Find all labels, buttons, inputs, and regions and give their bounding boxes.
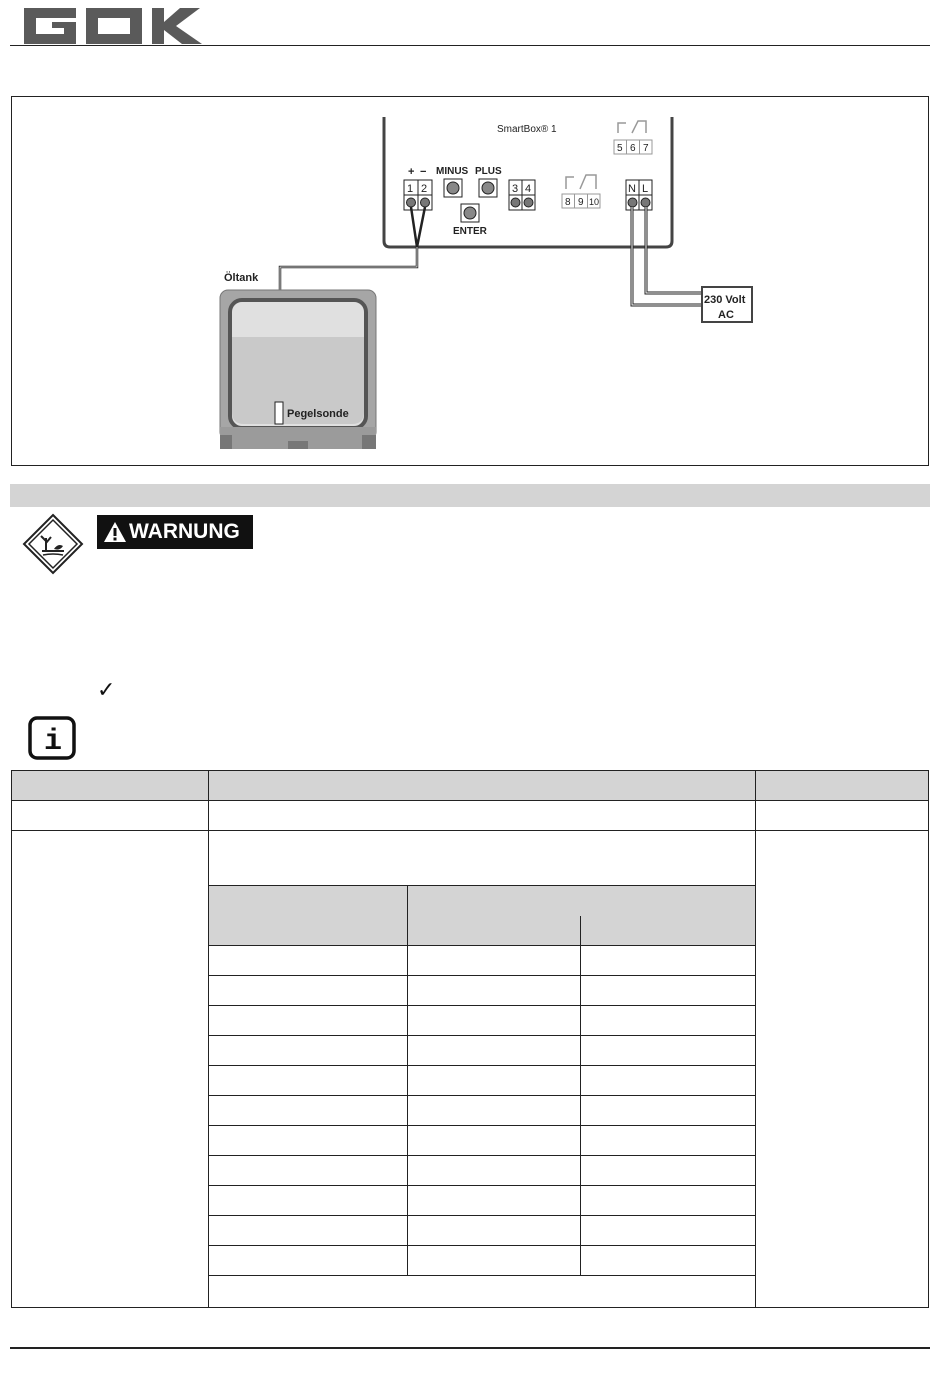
plus-sign-label: +	[408, 166, 415, 178]
nested-row-3-cell-2	[407, 1005, 581, 1036]
nested-row-7-cell-2	[407, 1125, 581, 1156]
probe-label: Pegelsonde	[287, 408, 349, 420]
table-row-1-cell-1	[11, 800, 209, 831]
nested-row-2-cell-2	[407, 975, 581, 1006]
tank-label: Öltank	[224, 272, 259, 284]
nested-row-2-cell-1	[208, 975, 408, 1006]
nested-row-10-cell-1	[208, 1215, 408, 1246]
terminal-n: N	[628, 183, 636, 195]
terminal-2: 2	[421, 183, 428, 195]
nested-row-4-cell-2	[407, 1035, 581, 1066]
check-mark: ✓	[97, 678, 116, 703]
table-header-cell-2	[208, 770, 756, 801]
terminal-4: 4	[525, 183, 532, 195]
terminal-5: 5	[617, 143, 623, 154]
nested-row-5-cell-1	[208, 1065, 408, 1096]
nested-row-7-cell-1	[208, 1125, 408, 1156]
table-row-1-cell-2	[208, 800, 756, 831]
warning-triangle-icon	[103, 521, 127, 543]
nested-row-9-cell-3	[580, 1185, 756, 1216]
nested-row-10-cell-3	[580, 1215, 756, 1246]
wiring-figure	[11, 96, 929, 466]
nested-table	[208, 885, 756, 1308]
table-header-cell-1	[11, 770, 209, 801]
nested-row-6-cell-1	[208, 1095, 408, 1126]
table-row-2-cell-3	[755, 830, 929, 1308]
header-rule	[10, 45, 930, 46]
spec-table	[11, 770, 929, 1308]
nested-header-cell-2	[407, 885, 756, 946]
nested-row-11-cell-1	[208, 1245, 408, 1276]
nested-row-5-cell-2	[407, 1065, 581, 1096]
terminal-1: 1	[407, 183, 414, 195]
terminal-6: 6	[630, 143, 636, 154]
power-label-line1: 230 Volt	[704, 294, 746, 306]
nested-row-1-cell-3	[580, 945, 756, 976]
wiring-diagram	[12, 97, 930, 467]
gok-logo	[24, 8, 202, 44]
nested-header-divider	[580, 916, 581, 946]
footer-rule	[10, 1347, 930, 1349]
terminal-9: 9	[578, 197, 584, 208]
nested-row-3-cell-3	[580, 1005, 756, 1036]
nested-row-1-cell-1	[208, 945, 408, 976]
nested-row-9-cell-2	[407, 1185, 581, 1216]
terminal-3: 3	[512, 183, 519, 195]
warning-label: WARNUNG	[129, 520, 240, 543]
nested-row-4-cell-3	[580, 1035, 756, 1066]
nested-row-2-cell-3	[580, 975, 756, 1006]
nested-row-11-cell-3	[580, 1245, 756, 1276]
nested-rows	[208, 945, 756, 1308]
warning-badge	[97, 515, 253, 549]
terminal-8: 8	[565, 197, 571, 208]
minus-sign-label: −	[420, 166, 427, 178]
minus-button-label: MINUS	[436, 166, 469, 177]
nested-footer-cell	[208, 1275, 756, 1308]
terminal-7: 7	[643, 143, 649, 154]
info-icon	[28, 716, 76, 760]
nested-row-10-cell-2	[407, 1215, 581, 1246]
nested-header-cell-1	[208, 885, 408, 946]
nested-row-6-cell-2	[407, 1095, 581, 1126]
environment-hazard-icon	[22, 513, 84, 575]
enter-button-label: ENTER	[453, 226, 487, 237]
nested-row-8-cell-2	[407, 1155, 581, 1186]
nested-row-6-cell-3	[580, 1095, 756, 1126]
info-glyph: i	[44, 725, 63, 759]
table-row-1-cell-3	[755, 800, 929, 831]
power-label-line2: AC	[718, 309, 734, 321]
device-title: SmartBox® 1	[497, 124, 557, 135]
plus-button-label: PLUS	[475, 166, 502, 177]
nested-row-8-cell-1	[208, 1155, 408, 1186]
nested-row-5-cell-3	[580, 1065, 756, 1096]
table-row-2-cell-1	[11, 830, 209, 1308]
nested-row-7-cell-3	[580, 1125, 756, 1156]
level-probe	[275, 402, 283, 424]
nested-row-3-cell-1	[208, 1005, 408, 1036]
nested-row-4-cell-1	[208, 1035, 408, 1066]
nested-row-9-cell-1	[208, 1185, 408, 1216]
section-header-band	[10, 484, 930, 507]
table-header-cell-3	[755, 770, 929, 801]
terminal-l: L	[642, 183, 649, 195]
terminal-10: 10	[589, 197, 600, 207]
nested-row-1-cell-2	[407, 945, 581, 976]
nested-row-11-cell-2	[407, 1245, 581, 1276]
nested-row-8-cell-3	[580, 1155, 756, 1186]
